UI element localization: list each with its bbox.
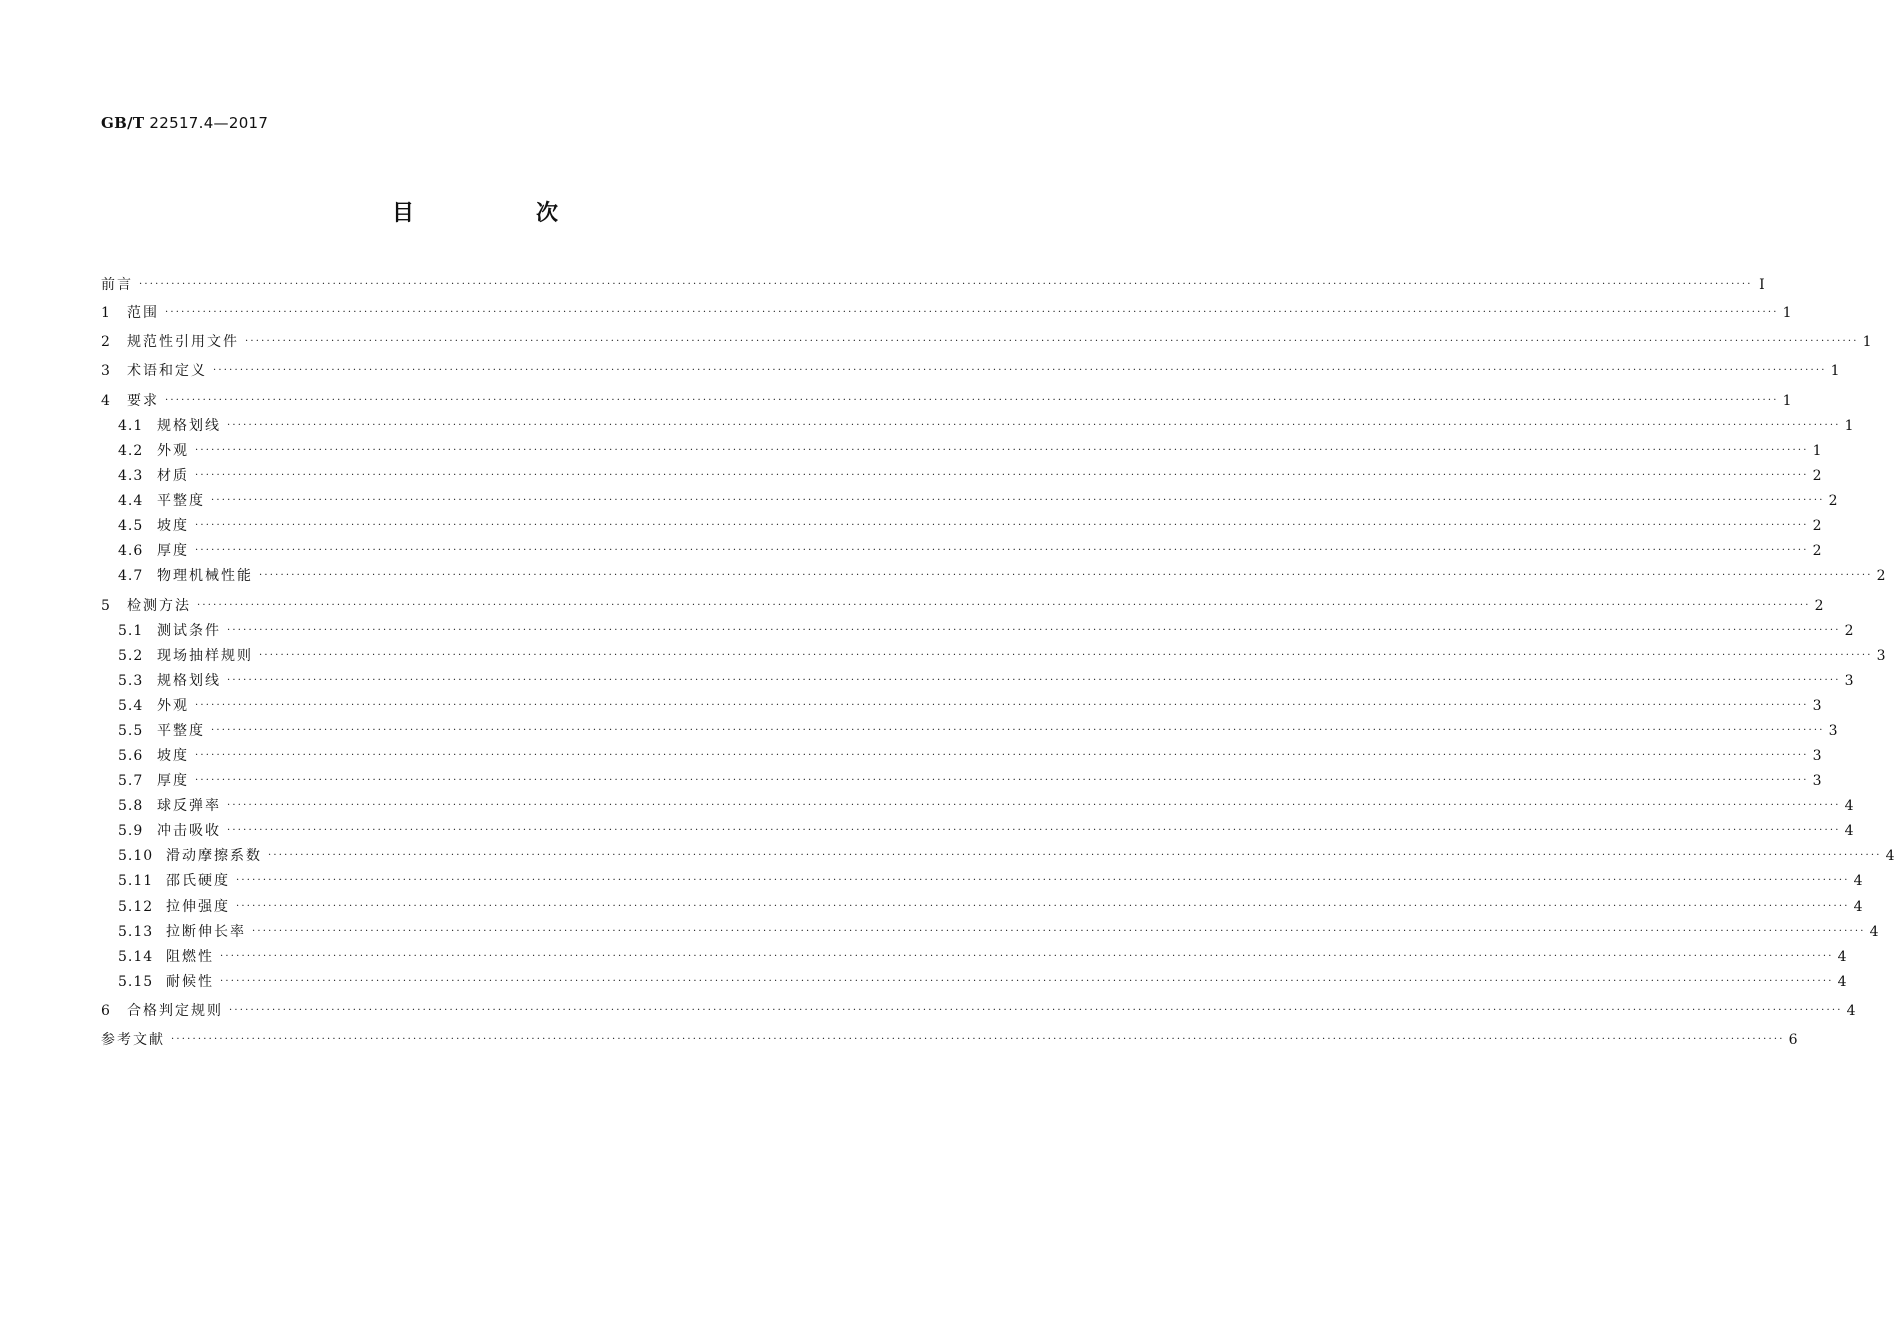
toc-dot-leader: ············································································································································································································································································································ (211, 725, 1825, 736)
toc-entry-title: 滑动摩擦系数 (166, 848, 262, 864)
toc-entry-page: 1 (1782, 305, 1792, 321)
standard-prefix: GB/T (101, 114, 145, 132)
toc-entry[interactable] (101, 392, 1792, 410)
toc-entry-number: 5.10 (118, 848, 154, 864)
toc-entry-title: 阻燃性 (166, 949, 214, 965)
toc-entry-page: 2 (1812, 543, 1822, 559)
toc-entry-number: 5 (101, 598, 111, 614)
toc-entry[interactable] (101, 797, 1854, 815)
toc-entry-title: 平整度 (157, 493, 205, 509)
toc-entry[interactable] (101, 647, 1886, 665)
toc-entry[interactable] (101, 517, 1822, 535)
toc-entry-title: 外观 (157, 443, 189, 459)
toc-entry-number: 5.3 (118, 673, 144, 689)
toc-entry-title: 球反弹率 (157, 798, 221, 814)
toc-dot-leader: ············································································································································································································································································································ (195, 545, 1809, 556)
toc-entry-page: 3 (1828, 723, 1838, 739)
toc-entry[interactable] (101, 872, 1863, 890)
toc-entry[interactable] (101, 722, 1838, 740)
toc-entry-number: 5.8 (118, 798, 144, 814)
standard-number: 22517.4—2017 (149, 114, 269, 132)
toc-entry-page: 3 (1812, 748, 1822, 764)
toc-entry[interactable] (101, 772, 1822, 790)
toc-entry-title: 材质 (157, 468, 189, 484)
toc-dot-leader: ············································································································································································································································································································ (220, 951, 1834, 962)
toc-entry-title: 现场抽样规则 (157, 648, 253, 664)
toc-entry-title: 厚度 (157, 773, 189, 789)
toc-entry-number: 4.6 (118, 543, 144, 559)
toc-entry-page: 6 (1788, 1032, 1798, 1048)
toc-entry[interactable] (101, 672, 1854, 690)
toc-dot-leader: ············································································································································································································································································································ (268, 850, 1882, 861)
toc-dot-leader: ············································································································································································································································································································ (259, 650, 1873, 661)
page-title: 目 次 (391, 201, 608, 226)
toc-entry-number: 4 (101, 393, 111, 409)
toc-entry-number: 5.9 (118, 823, 144, 839)
toc-entry-number: 5.12 (118, 899, 154, 915)
toc-entry-title: 平整度 (157, 723, 205, 739)
toc-entry-title: 要求 (127, 393, 159, 409)
toc-dot-leader: ············································································································································································································································································································ (229, 1005, 1843, 1016)
toc-entry-page: 4 (1869, 924, 1879, 940)
toc-entry-title: 邵氏硬度 (166, 873, 230, 889)
toc-entry-page: 3 (1812, 698, 1822, 714)
toc-entry-page: 4 (1853, 899, 1863, 915)
toc-entry-page: 2 (1812, 468, 1822, 484)
toc-entry-number: 5.7 (118, 773, 144, 789)
toc-entry[interactable] (101, 304, 1792, 322)
toc-entry-page: Ⅰ (1759, 277, 1765, 293)
toc-entry-title: 规格划线 (157, 418, 221, 434)
toc-entry-title: 范围 (127, 305, 159, 321)
toc-entry-title: 耐候性 (166, 974, 214, 990)
toc-entry-number: 4.1 (118, 418, 144, 434)
toc-entry-number: 4.7 (118, 568, 144, 584)
toc-dot-leader: ············································································································································································································································································································ (195, 700, 1809, 711)
toc-dot-leader: ············································································································································································································································································································ (227, 825, 1841, 836)
toc-entry-page: 3 (1844, 673, 1854, 689)
toc-entry[interactable] (101, 898, 1863, 916)
toc-dot-leader: ············································································································································································································································································································ (227, 420, 1841, 431)
toc-entry-page: 4 (1837, 974, 1847, 990)
toc-entry[interactable] (101, 542, 1822, 560)
toc-entry-page: 2 (1844, 623, 1854, 639)
toc-entry[interactable] (101, 417, 1854, 435)
standard-code (101, 114, 268, 132)
toc-entry-number: 5.15 (118, 974, 154, 990)
toc-entry-number: 6 (101, 1003, 111, 1019)
toc-entry[interactable] (101, 276, 1765, 294)
toc-entry-page: 2 (1876, 568, 1886, 584)
toc-entry-page: 1 (1782, 393, 1792, 409)
toc-dot-leader: ············································································································································································································································································································ (245, 336, 1859, 347)
toc-entry[interactable] (101, 948, 1847, 966)
toc-entry-page: 1 (1812, 443, 1822, 459)
toc-entry-title: 术语和定义 (127, 363, 207, 379)
toc-entry-page: 3 (1876, 648, 1886, 664)
toc-entry-page: 4 (1853, 873, 1863, 889)
toc-entry[interactable] (101, 847, 1895, 865)
toc-dot-leader: ············································································································································································································································································································ (165, 395, 1779, 406)
toc-entry-page: 2 (1812, 518, 1822, 534)
toc-entry-title: 坡度 (157, 748, 189, 764)
toc-entry[interactable] (101, 1002, 1856, 1020)
toc-entry-number: 4.3 (118, 468, 144, 484)
toc-dot-leader: ············································································································································································································································································································ (165, 307, 1779, 318)
toc-entry[interactable] (101, 442, 1822, 460)
toc-dot-leader: ············································································································································································································································································································ (211, 495, 1825, 506)
toc-entry-title: 拉断伸长率 (166, 924, 246, 940)
toc-entry[interactable] (101, 597, 1824, 615)
toc-dot-leader: ············································································································································································································································································································ (236, 901, 1850, 912)
toc-entry-number: 5.6 (118, 748, 144, 764)
toc-entry-page: 2 (1814, 598, 1824, 614)
toc-entry-title: 坡度 (157, 518, 189, 534)
toc-entry-number: 3 (101, 363, 111, 379)
toc-entry[interactable] (101, 747, 1822, 765)
toc-dot-leader: ············································································································································································································································································································ (195, 775, 1809, 786)
toc-entry-page: 4 (1846, 1003, 1856, 1019)
toc-entry-title: 参考文献 (101, 1032, 165, 1048)
toc-entry[interactable] (101, 822, 1854, 840)
toc-entry[interactable] (101, 467, 1822, 485)
toc-dot-leader: ············································································································································································································································································································ (227, 675, 1841, 686)
toc-entry-number: 5.13 (118, 924, 154, 940)
toc-entry-page: 4 (1844, 798, 1854, 814)
toc-entry[interactable] (101, 923, 1879, 941)
toc-entry-number: 5.14 (118, 949, 154, 965)
toc-dot-leader: ············································································································································································································································································································ (259, 570, 1873, 581)
toc-entry-title: 规范性引用文件 (127, 334, 239, 350)
toc-dot-leader: ············································································································································································································································································································ (195, 520, 1809, 531)
toc-dot-leader: ············································································································································································································································································································ (220, 976, 1834, 987)
toc-entry-page: 1 (1862, 334, 1872, 350)
toc-dot-leader: ············································································································································································································································································································ (195, 750, 1809, 761)
toc-entry-number: 2 (101, 334, 111, 350)
toc-entry-page: 1 (1844, 418, 1854, 434)
toc-dot-leader: ············································································································································································································································································································ (197, 600, 1811, 611)
toc-entry-title: 前言 (101, 277, 133, 293)
toc-dot-leader: ············································································································································································································································································································ (227, 625, 1841, 636)
toc-entry-title: 合格判定规则 (127, 1003, 223, 1019)
toc-entry-title: 拉伸强度 (166, 899, 230, 915)
toc-entry-page: 1 (1830, 363, 1840, 379)
toc-entry-number: 5.2 (118, 648, 144, 664)
toc-dot-leader: ············································································································································································································································································································ (195, 445, 1809, 456)
toc-entry-number: 4.5 (118, 518, 144, 534)
toc-entry-title: 厚度 (157, 543, 189, 559)
toc-entry-title: 外观 (157, 698, 189, 714)
toc-entry[interactable] (101, 567, 1886, 585)
toc-entry[interactable] (101, 492, 1838, 510)
toc-entry-title: 冲击吸收 (157, 823, 221, 839)
toc-entry-number: 4.2 (118, 443, 144, 459)
toc-entry[interactable] (101, 362, 1840, 380)
toc-entry[interactable] (101, 1031, 1798, 1049)
toc-entry-page: 4 (1844, 823, 1854, 839)
toc-entry[interactable] (101, 973, 1847, 991)
toc-entry-title: 物理机械性能 (157, 568, 253, 584)
toc-dot-leader: ············································································································································································································································································································ (139, 279, 1753, 290)
toc-entry-page: 4 (1885, 848, 1895, 864)
toc-entry-title: 规格划线 (157, 673, 221, 689)
toc-dot-leader: ············································································································································································································································································································ (171, 1034, 1785, 1045)
toc-dot-leader: ············································································································································································································································································································ (195, 470, 1809, 481)
toc-entry[interactable] (101, 697, 1822, 715)
toc-entry[interactable] (101, 622, 1854, 640)
toc-entry-number: 5.5 (118, 723, 144, 739)
toc-entry-number: 1 (101, 305, 111, 321)
toc-entry-number: 4.4 (118, 493, 144, 509)
toc-entry-number: 5.4 (118, 698, 144, 714)
toc-dot-leader: ············································································································································································································································································································ (236, 875, 1850, 886)
toc-entry-title: 测试条件 (157, 623, 221, 639)
toc-dot-leader: ············································································································································································································································································································ (227, 800, 1841, 811)
toc-entry-number: 5.1 (118, 623, 144, 639)
toc-dot-leader: ············································································································································································································································································································ (213, 365, 1827, 376)
toc-entry[interactable] (101, 333, 1872, 351)
toc-entry-page: 2 (1828, 493, 1838, 509)
toc-dot-leader: ············································································································································································································································································································ (252, 926, 1866, 937)
toc-entry-title: 检测方法 (127, 598, 191, 614)
toc-entry-number: 5.11 (118, 873, 154, 889)
toc-entry-page: 3 (1812, 773, 1822, 789)
toc-entry-page: 4 (1837, 949, 1847, 965)
